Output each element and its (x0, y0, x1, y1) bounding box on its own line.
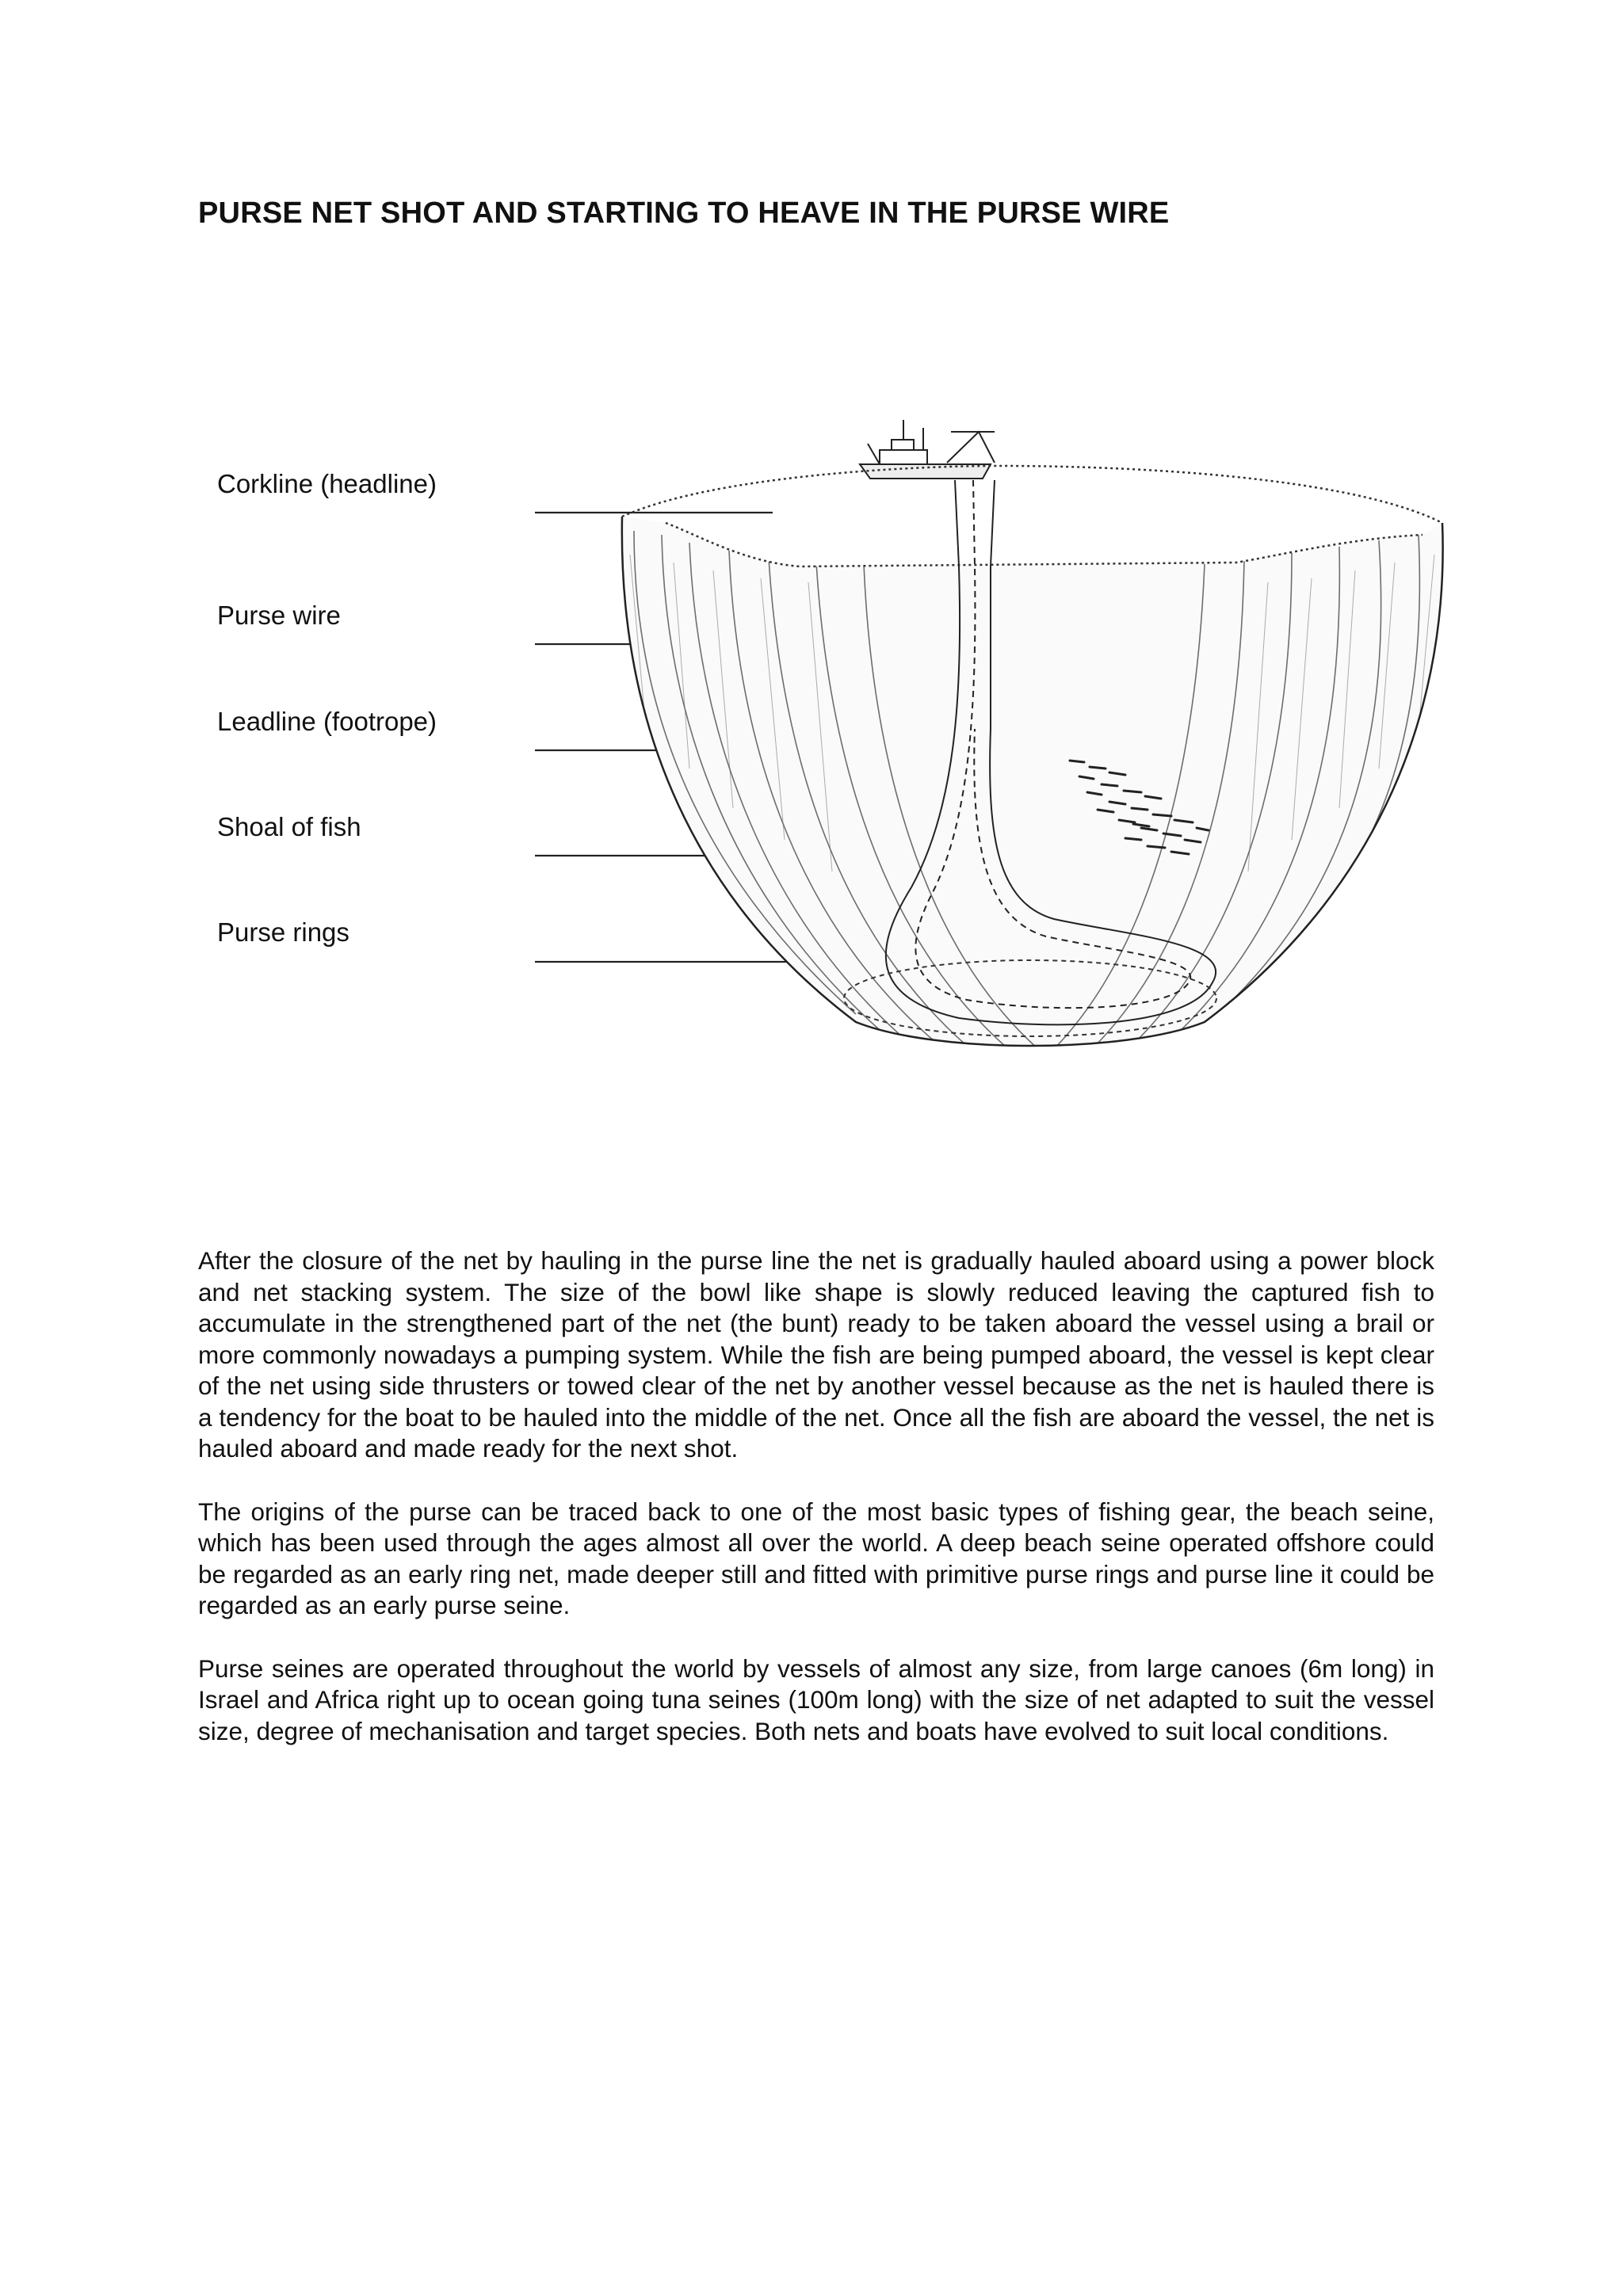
label-leadline: Leadline (footrope) (217, 707, 437, 736)
label-purse-wire: Purse wire (217, 601, 341, 630)
label-purse-rings: Purse rings (217, 917, 349, 947)
net-wall (618, 507, 1450, 1062)
paragraph-2: The origins of the purse can be traced back to one of the most basic types of fishing gear, the beach seine, which has been used through the ages almost all over the world. A deep beach seine operated offshore could be regarded as an early ring net, made deeper still and fitted with primitive purse rings and purse line it could be regarded as an early purse seine. (198, 1497, 1434, 1619)
body-text (198, 1245, 1434, 1779)
purse-seine-diagram (0, 396, 1623, 1077)
paragraph-1: After the closure of the net by hauling in the purse line the net is gradually hauled aboard using a power block and net stacking system. The size of the bowl like shape is slowly reduced leaving the captured fish to accumulate in the strengthened part of the net (the bunt) ready to be taken aboard the vessel using a brail or more commonly nowadays a pumping system. While the fish are being pumped aboard, the vessel is kept clear of the net using side thrusters or towed clear of the net by another vessel because as the net is hauled there is a tendency for the boat to be hauled into the middle of the net. Once all the fish are aboard the vessel, the net is hauled aboard and made ready for the next shot. (198, 1246, 1434, 1463)
net-illustration (0, 396, 1623, 1077)
label-corkline: Corkline (headline) (217, 469, 437, 498)
paragraph-3: Purse seines are operated throughout the world by vessels of almost any size, from large canoes (6m long) in Israel and Africa right up to ocean going tuna seines (100m long) with the size of net adapted to suit the vessel size, degree of mechanisation and target species. Both nets and boats have evolved to suit local conditions. (198, 1653, 1434, 1745)
label-shoal-of-fish: Shoal of fish (217, 812, 361, 841)
page-title: PURSE NET SHOT AND STARTING TO HEAVE IN THE PURSE WIRE (198, 196, 1170, 230)
vessel (860, 420, 995, 479)
